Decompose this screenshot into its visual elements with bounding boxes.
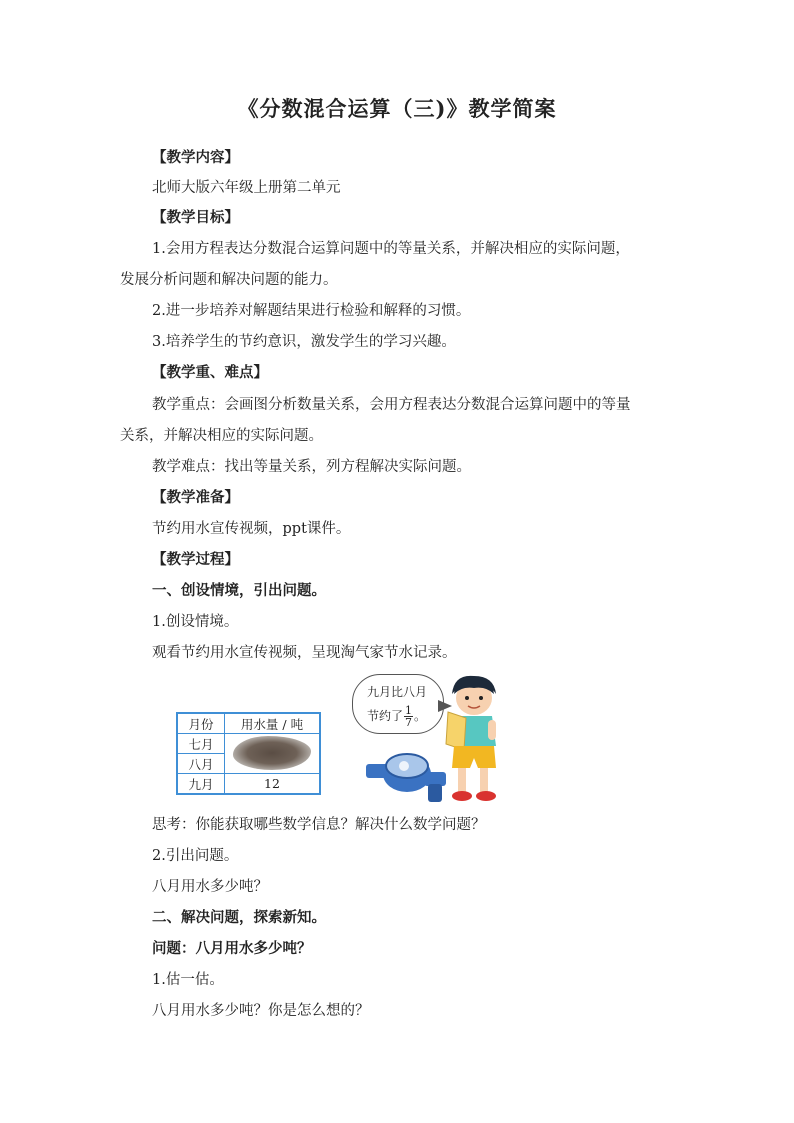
section-heading: 【教学准备】 (152, 489, 239, 506)
body-line: 2.引出问题。 (152, 848, 239, 864)
ink-smudge (233, 736, 311, 770)
section-heading: 二、解决问题，探索新知。 (152, 909, 326, 926)
body-line: 教学重点：会画图分析数量关系，会用方程表达分数混合运算问题中的等量 (152, 397, 631, 413)
fraction-numerator: 1 (405, 704, 413, 717)
bubble-prefix: 节约了 (367, 709, 404, 723)
speech-bubble (352, 674, 444, 734)
bubble-suffix: 。 (414, 709, 427, 723)
fraction-denominator: 7 (405, 716, 413, 729)
table-row (177, 774, 320, 795)
body-line: 发展分析问题和解决问题的能力。 (120, 272, 338, 288)
section-heading: 问题：八月用水多少吨？ (152, 940, 312, 957)
water-meter-icon (364, 744, 450, 806)
body-line: 北师大版六年级上册第二单元 (152, 180, 341, 196)
table-cell-month: 八月 (177, 754, 225, 774)
table-cell-smudged (225, 734, 321, 774)
table-cell-month: 七月 (177, 734, 225, 754)
section-heading: 【教学过程】 (152, 551, 239, 568)
body-line: 八月用水多少吨？ (152, 879, 268, 895)
body-line: 教学难点：找出等量关系，列方程解决实际问题。 (152, 459, 471, 475)
fraction (404, 705, 413, 728)
table-header-usage: 用水量 / 吨 (225, 713, 321, 734)
body-line: 1.创设情境。 (152, 614, 239, 630)
body-line: 2.进一步培养对解题结果进行检验和解释的习惯。 (152, 303, 471, 319)
body-line: 1.会用方程表达分数混合运算问题中的等量关系，并解决相应的实际问题， (152, 241, 630, 257)
section-heading: 【教学目标】 (152, 209, 239, 226)
table-header-month: 月份 (177, 713, 225, 734)
table-header-row (177, 713, 320, 734)
bubble-line-1: 九月比八月 (367, 685, 428, 699)
document-title: 《分数混合运算（三)》教学简案 (237, 96, 557, 121)
section-heading: 【教学重、难点】 (152, 364, 268, 381)
water-usage-table (176, 712, 321, 795)
table-row (177, 734, 320, 754)
table-cell-month: 九月 (177, 774, 225, 795)
table-cell-usage: 12 (225, 774, 321, 795)
body-line: 1.估一估。 (152, 972, 224, 988)
bubble-line-2 (367, 705, 426, 728)
section-heading: 【教学内容】 (152, 149, 239, 166)
section-heading: 一、创设情境，引出问题。 (152, 582, 326, 599)
body-line: 节约用水宣传视频，ppt课件。 (152, 521, 351, 537)
body-line: 思考：你能获取哪些数学信息？解决什么数学问题？ (152, 817, 486, 833)
boy-illustration-icon (440, 672, 506, 804)
body-line: 关系，并解决相应的实际问题。 (120, 428, 323, 444)
body-line: 八月用水多少吨？你是怎么想的？ (152, 1003, 370, 1019)
body-line: 3.培养学生的节约意识，激发学生的学习兴趣。 (152, 334, 456, 350)
body-line: 观看节约用水宣传视频，呈现淘气家节水记录。 (152, 645, 457, 661)
